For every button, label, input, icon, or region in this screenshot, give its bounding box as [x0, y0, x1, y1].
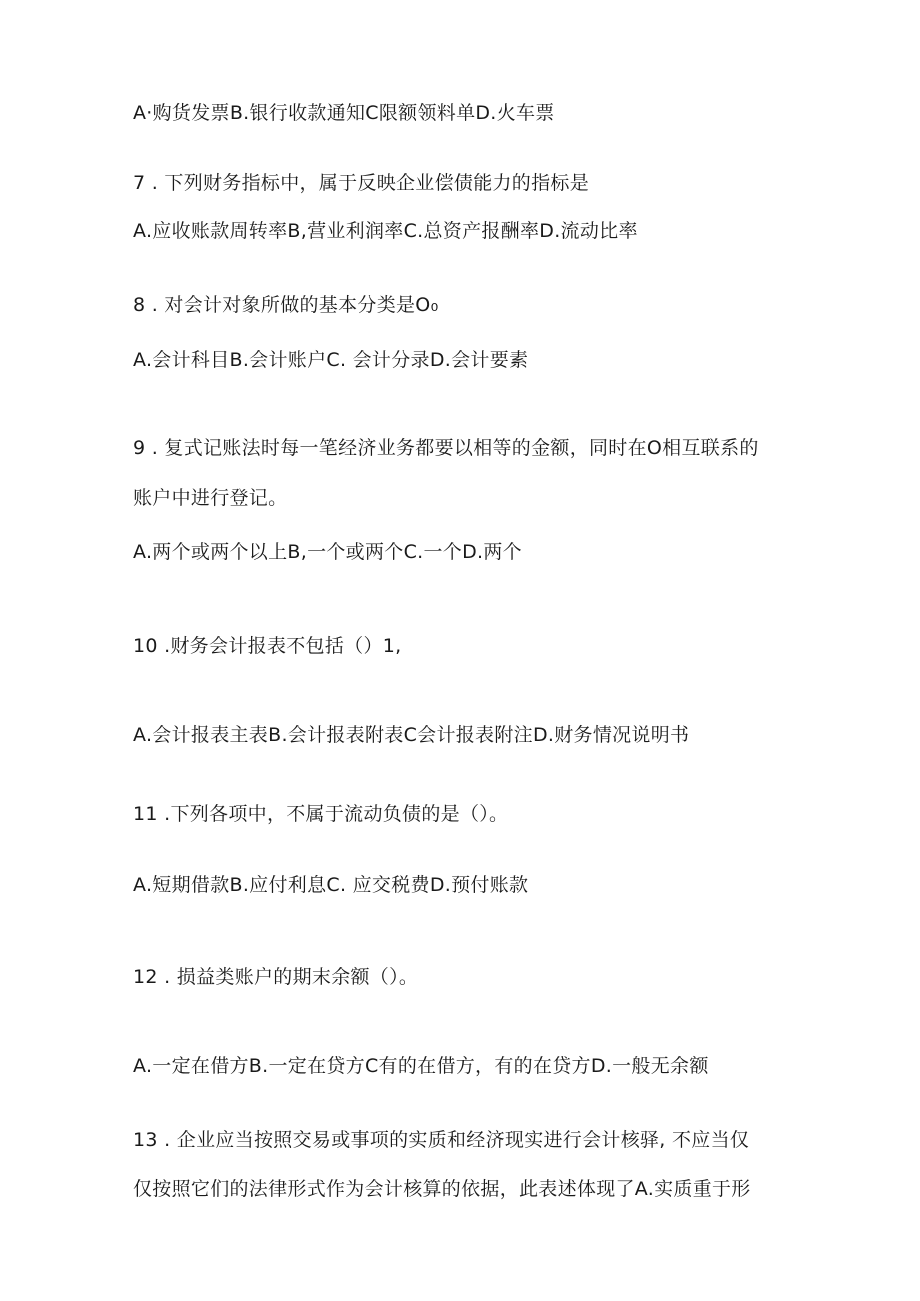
question-12: 12 . 损益类账户的期末余额（）。 — [133, 966, 419, 988]
option-line-q12: A.一定在借方B.一定在贷方C有的在借方，有的在贷方D.一般无余额 — [133, 1055, 709, 1077]
question-9-line-2: 账户中进行登记。 — [133, 487, 288, 509]
question-9-line-1: 9 . 复式记账法时每一笔经济业务都要以相等的金额，同时在O相互联系的 — [133, 437, 759, 459]
question-7: 7 . 下列财务指标中，属于反映企业偿债能力的指标是 — [133, 172, 590, 194]
option-line-q11: A.短期借款B.应付利息C. 应交税费D.预付账款 — [133, 874, 529, 896]
question-13-line-2: 仅按照它们的法律形式作为会计核算的依据，此表述体现了A.实质重于形 — [133, 1178, 751, 1200]
question-10: 10 .财务会计报表不包括（）1, — [133, 635, 402, 657]
option-line-q9: A.两个或两个以上B,一个或两个C.一个D.两个 — [133, 541, 522, 563]
option-line-q8: A.会计科目B.会计账户C. 会计分录D.会计要素 — [133, 349, 529, 371]
question-11: 11 .下列各项中，不属于流动负债的是（）。 — [133, 803, 509, 825]
option-line-q10: A.会计报表主表B.会计报表附表C会计报表附注D.财务情况说明书 — [133, 724, 690, 746]
option-line-q7: A.应收账款周转率B,营业利润率C.总资产报酬率D.流动比率 — [133, 220, 638, 242]
question-13-line-1: 13 . 企业应当按照交易或事项的实质和经济现实进行会计核驿, 不应当仅 — [133, 1129, 750, 1151]
option-line-q6: A·购货发票B.银行收款通知C限额领料单D.火车票 — [133, 102, 555, 124]
question-8: 8 . 对会计对象所做的基本分类是O₀ — [133, 294, 439, 316]
